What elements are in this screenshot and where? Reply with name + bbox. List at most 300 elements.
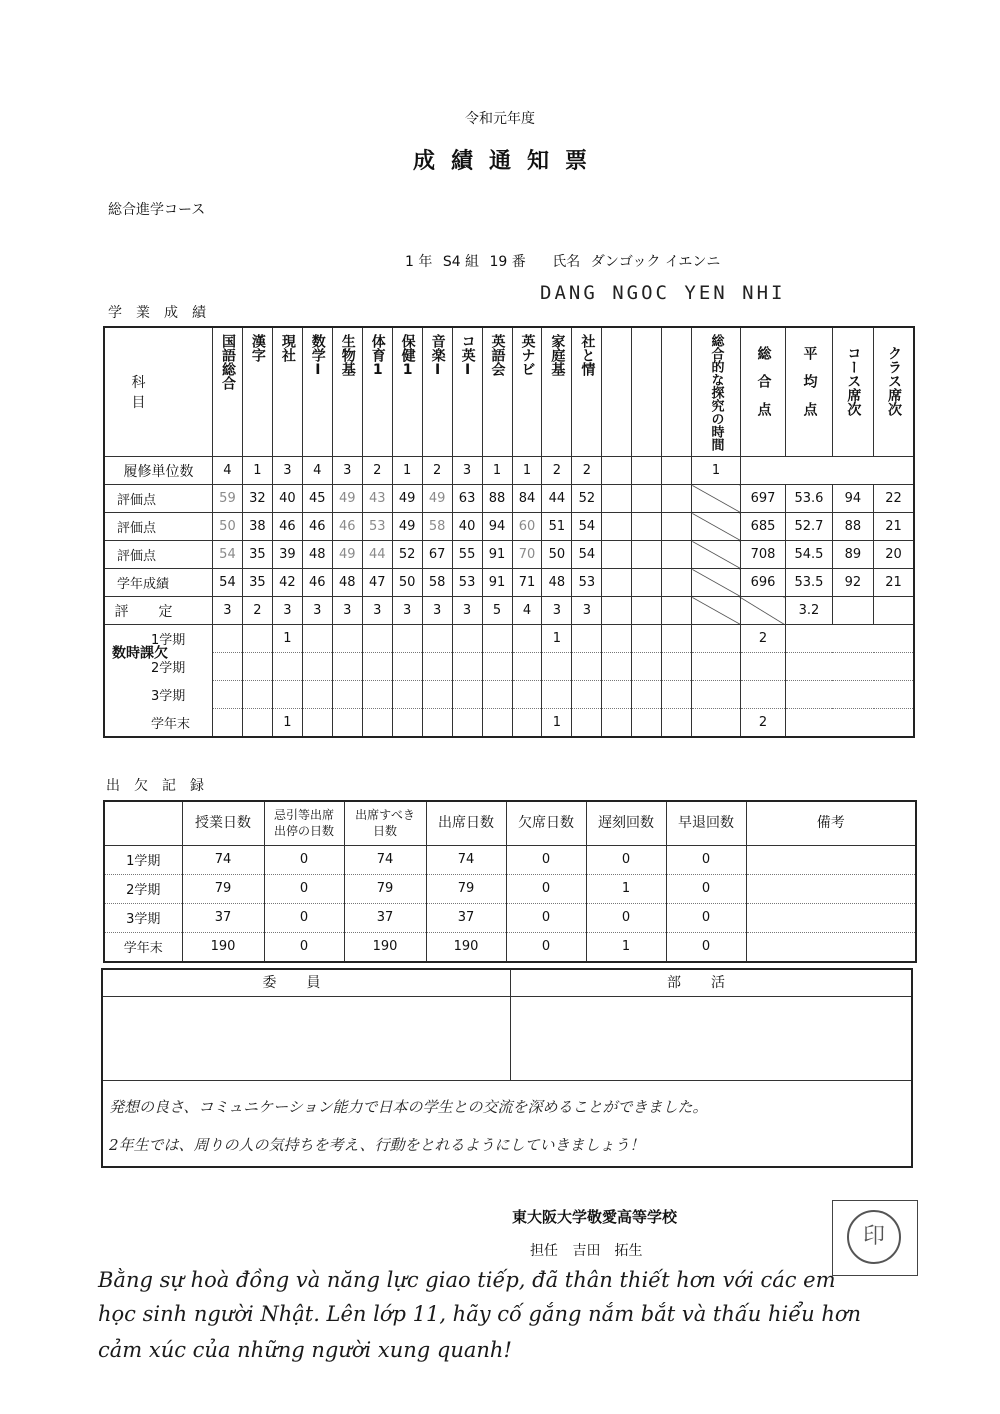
number-label: 19 番: [489, 254, 526, 270]
subject-header: [242, 327, 272, 457]
score-cell: 91: [482, 569, 512, 597]
class-rank-header-text: クラス席次: [886, 346, 902, 416]
absence-term-label: 学年末: [151, 716, 191, 732]
attendance-header: [264, 801, 344, 845]
absence-cell: [212, 625, 242, 653]
absence-cell: [572, 625, 602, 653]
score-cell: 49: [392, 485, 422, 513]
teacher-comment-line-2: 2年生では、周りの人の気持ちを考え、行動をとれるようにしていきましょう！: [109, 1136, 645, 1154]
grades-table: [103, 326, 915, 738]
absence-cell: [632, 653, 662, 681]
rating-cell: [632, 597, 662, 625]
attendance-cell: 0: [586, 903, 666, 932]
attendance-cell: 37: [182, 903, 264, 932]
remarks-divider: [510, 970, 511, 1080]
absence-cell: [362, 653, 392, 681]
rating-cell: [602, 597, 632, 625]
term-label: 3学期: [104, 903, 182, 932]
attendance-cell: 79: [344, 874, 426, 903]
score-cell: 59: [212, 485, 242, 513]
absence-cell: [212, 709, 242, 737]
average-cell: 53.5: [786, 569, 832, 597]
empty-cell: [786, 625, 914, 653]
score-cell: 49: [392, 513, 422, 541]
absence-cell: [542, 681, 572, 709]
attendance-cell: 37: [344, 903, 426, 932]
total-cell: 685: [740, 513, 785, 541]
score-cell: 53: [452, 569, 482, 597]
average-cell: 54.5: [786, 541, 832, 569]
absence-cell: [482, 681, 512, 709]
absence-cell: [662, 653, 692, 681]
attendance-header: [426, 801, 506, 845]
score-cell: [632, 569, 662, 597]
score-cell: 46: [302, 569, 332, 597]
course-rank-header-text: コース席次: [845, 346, 862, 416]
class-rank-header: [874, 327, 914, 457]
absence-cell: [482, 653, 512, 681]
absence-inquiry-cell: [692, 709, 741, 737]
credit-cell: 2: [422, 457, 452, 485]
inquiry-label: 総合的な探究の時間: [708, 334, 724, 451]
attendance-header-text: 授業日数: [195, 815, 251, 832]
empty-cell: [786, 681, 914, 709]
absence-cell: [392, 625, 422, 653]
score-cell: 48: [542, 569, 572, 597]
rating-cell: 4: [512, 597, 542, 625]
remarks-divider: [103, 996, 911, 997]
subject-header: [272, 327, 302, 457]
teacher-comment-line-1: 発想の良さ、コミュニケーション能力で日本の学生との交流を深めることができました。: [109, 1098, 708, 1116]
attendance-header-text: 備考: [816, 815, 845, 832]
attendance-cell: 0: [666, 845, 746, 874]
attendance-cell: 0: [586, 845, 666, 874]
attendance-header: [586, 801, 666, 845]
subject-name: 生物基: [339, 334, 356, 376]
absence-cell: [272, 681, 302, 709]
absence-cell: [662, 681, 692, 709]
score-cell: 40: [452, 513, 482, 541]
subject-header: [212, 327, 242, 457]
absence-cell: [632, 681, 662, 709]
absence-cell: [512, 653, 542, 681]
absence-cell: [362, 709, 392, 737]
absence-cell: [452, 709, 482, 737]
slash-cell: [692, 485, 741, 513]
subject-name: コ英Ⅰ: [459, 334, 476, 378]
absence-cell: 1: [542, 709, 572, 737]
attendance-header-text: 出停の日数: [273, 824, 334, 839]
absence-inquiry-cell: [692, 653, 741, 681]
empty-cell: [786, 709, 914, 737]
subject-header: [392, 327, 422, 457]
score-cell: 50: [212, 513, 242, 541]
absence-cell: [662, 625, 692, 653]
attendance-cell: 190: [344, 932, 426, 962]
absence-term-cell: [104, 709, 212, 737]
absence-cell: [392, 681, 422, 709]
empty-cell: [740, 457, 914, 485]
subject-name: 体育1: [369, 334, 386, 378]
score-cell: [662, 513, 692, 541]
rating-cell: 3: [272, 597, 302, 625]
attendance-header-text: 出席日数: [438, 815, 494, 832]
absence-term-cell: [104, 681, 212, 709]
score-cell: 48: [332, 569, 362, 597]
attendance-header-text: 早退回数: [678, 815, 734, 832]
subject-name: 音楽Ⅰ: [429, 334, 446, 378]
absence-cell: [332, 709, 362, 737]
attendance-cell: 37: [426, 903, 506, 932]
committee-label: 委員: [262, 975, 351, 991]
absence-cell: [452, 681, 482, 709]
subject-header: [362, 327, 392, 457]
empty-cell: [832, 597, 873, 625]
subject-label: 科目: [104, 327, 212, 457]
rating-cell: 3: [362, 597, 392, 625]
empty-cell: [874, 597, 914, 625]
absence-cell: [242, 681, 272, 709]
rating-average-cell: 3.2: [786, 597, 832, 625]
slash-cell: [740, 597, 785, 625]
class-rank-cell: 20: [874, 541, 914, 569]
absence-cell: [512, 709, 542, 737]
rating-cell: 2: [242, 597, 272, 625]
absence-total-cell: [740, 653, 785, 681]
slash-cell: [692, 569, 741, 597]
credit-cell: 3: [332, 457, 362, 485]
grades-header-row: [104, 327, 914, 457]
credit-cell: 3: [272, 457, 302, 485]
subject-header: [542, 327, 572, 457]
absence-row: [104, 681, 914, 709]
absence-cell: [332, 653, 362, 681]
attendance-cell: 79: [182, 874, 264, 903]
average-cell: 52.7: [786, 513, 832, 541]
page-title: 成績通知票: [412, 149, 603, 174]
absence-cell: [602, 681, 632, 709]
absence-term-label: 2学期: [151, 661, 186, 676]
score-cell: 49: [332, 485, 362, 513]
eval-row: [104, 513, 914, 541]
absence-cell: [302, 681, 332, 709]
rating-row: [104, 597, 914, 625]
absence-inquiry-cell: [692, 625, 741, 653]
credit-cell: 2: [572, 457, 602, 485]
eval-row: [104, 485, 914, 513]
subject-header: [632, 327, 662, 457]
score-cell: 44: [542, 485, 572, 513]
grade-label: 1 年: [405, 254, 433, 270]
absence-cell: 1: [272, 625, 302, 653]
attendance-cell: 0: [666, 903, 746, 932]
absence-cell: [572, 681, 602, 709]
score-cell: 46: [272, 513, 302, 541]
student-name-roman: DANG NGOC YEN NHI: [540, 282, 786, 304]
score-cell: 88: [482, 485, 512, 513]
total-header: [740, 327, 785, 457]
inquiry-credit-cell: 1: [692, 457, 741, 485]
credit-cell: [662, 457, 692, 485]
course-rank-cell: 89: [832, 541, 873, 569]
rating-label: 評定: [104, 597, 212, 625]
credit-cell: [602, 457, 632, 485]
course-rank-cell: 88: [832, 513, 873, 541]
score-cell: 54: [212, 569, 242, 597]
score-cell: [662, 569, 692, 597]
attendance-cell: [746, 903, 916, 932]
average-cell: 53.6: [786, 485, 832, 513]
score-cell: 48: [302, 541, 332, 569]
attendance-row: [104, 903, 916, 932]
homeroom-teacher: [530, 1240, 652, 1260]
absence-cell: [632, 625, 662, 653]
score-cell: 84: [512, 485, 542, 513]
attendance-header-row: [104, 801, 916, 845]
absence-cell: [302, 653, 332, 681]
attendance-header-text: 出席すべき: [355, 808, 415, 823]
school-year: 令和元年度: [465, 111, 535, 127]
score-cell: 53: [362, 513, 392, 541]
attendance-cell: [746, 845, 916, 874]
credit-cell: 2: [362, 457, 392, 485]
remarks-divider: [103, 1080, 911, 1081]
absence-cell: [662, 709, 692, 737]
average-header: [786, 327, 832, 457]
absence-cell: [242, 625, 272, 653]
absence-cell: [452, 625, 482, 653]
absence-cell: [422, 681, 452, 709]
score-cell: 60: [512, 513, 542, 541]
total-header-text: 総合点: [755, 346, 772, 430]
attendance-cell: 0: [264, 874, 344, 903]
credit-cell: 4: [212, 457, 242, 485]
attendance-cell: 0: [264, 932, 344, 962]
absence-cell: [512, 625, 542, 653]
attendance-cell: 1: [586, 874, 666, 903]
score-cell: 50: [392, 569, 422, 597]
subject-header: [572, 327, 602, 457]
absence-cell: [452, 653, 482, 681]
course-rank-cell: 94: [832, 485, 873, 513]
score-cell: 40: [272, 485, 302, 513]
score-cell: 47: [362, 569, 392, 597]
attendance-header-text: 忌引等出席: [273, 808, 334, 823]
absence-cell: [332, 681, 362, 709]
score-cell: 46: [302, 513, 332, 541]
absence-cell: [422, 709, 452, 737]
score-cell: 44: [362, 541, 392, 569]
score-cell: 45: [302, 485, 332, 513]
absence-cell: [572, 709, 602, 737]
teacher-title: 担任: [530, 1243, 558, 1259]
attendance-cell: 74: [426, 845, 506, 874]
subject-header: [452, 327, 482, 457]
score-cell: 58: [422, 513, 452, 541]
rating-cell: 3: [452, 597, 482, 625]
absence-term-cell: [104, 653, 212, 681]
score-cell: 39: [272, 541, 302, 569]
translation-line-1: Bằng sự hoà đồng và năng lực giao tiếp, đã thân thiết hơn với các em: [98, 1268, 836, 1292]
score-cell: 54: [572, 541, 602, 569]
attendance-cell: 0: [506, 932, 586, 962]
absence-cell: 1: [272, 709, 302, 737]
club-label: 部活: [667, 975, 755, 991]
score-cell: 32: [242, 485, 272, 513]
score-cell: 43: [362, 485, 392, 513]
credit-cell: 1: [242, 457, 272, 485]
score-cell: [632, 541, 662, 569]
score-cell: [632, 485, 662, 513]
slash-cell: [692, 597, 741, 625]
score-cell: 91: [482, 541, 512, 569]
credit-cell: 1: [392, 457, 422, 485]
score-cell: 49: [332, 541, 362, 569]
absence-total-cell: 2: [740, 709, 785, 737]
absence-cell: [422, 625, 452, 653]
attendance-cell: 0: [506, 874, 586, 903]
absence-cell: [512, 681, 542, 709]
subject-name: 現社: [279, 334, 296, 362]
row-label: 学年成績: [104, 569, 212, 597]
absence-term-label: 3学期: [151, 689, 186, 704]
average-header-text: 平均点: [801, 346, 818, 430]
attendance-cell: 190: [182, 932, 264, 962]
subject-name: 社と情: [579, 334, 596, 376]
rating-cell: 5: [482, 597, 512, 625]
score-cell: 54: [212, 541, 242, 569]
absence-cell: [242, 653, 272, 681]
course-rank-cell: 92: [832, 569, 873, 597]
absence-cell: [542, 653, 572, 681]
attendance-header: [344, 801, 426, 845]
subject-header: [662, 327, 692, 457]
attendance-cell: 74: [182, 845, 264, 874]
score-cell: 54: [572, 513, 602, 541]
school-name: 東大阪大学敬愛高等学校: [512, 1208, 678, 1226]
year-grade-row: [104, 569, 914, 597]
attendance-cell: [746, 932, 916, 962]
attendance-cell: [746, 874, 916, 903]
attendance-cell: 79: [426, 874, 506, 903]
score-cell: 50: [542, 541, 572, 569]
subject-name: 家庭基: [549, 334, 566, 376]
score-cell: [632, 513, 662, 541]
absence-cell: [602, 653, 632, 681]
course-name: 総合進学コース: [108, 202, 206, 218]
attendance-cell: 0: [506, 845, 586, 874]
class-rank-cell: 21: [874, 569, 914, 597]
term-label: 学年末: [104, 932, 182, 962]
absence-cell: 1: [542, 625, 572, 653]
attendance-header: [666, 801, 746, 845]
credit-cell: 1: [512, 457, 542, 485]
slash-cell: [692, 513, 741, 541]
attendance-cell: 0: [666, 932, 746, 962]
class-rank-cell: 21: [874, 513, 914, 541]
absence-cell: [242, 709, 272, 737]
attendance-cell: 0: [506, 903, 586, 932]
rating-cell: 3: [332, 597, 362, 625]
attendance-section-title: 出欠記録: [106, 778, 218, 794]
translation-line-2: học sinh người Nhật. Lên lớp 11, hãy cố gắng nắm bắt và thấu hiểu hơn: [98, 1302, 862, 1326]
absence-term-label: 1学期: [151, 633, 186, 649]
rating-cell: 3: [302, 597, 332, 625]
absence-label: 欠課時数: [110, 645, 168, 659]
total-cell: 708: [740, 541, 785, 569]
subject-header: [512, 327, 542, 457]
credit-cell: 3: [452, 457, 482, 485]
corner-cell: [104, 801, 182, 845]
score-cell: 49: [422, 485, 452, 513]
credit-cell: 2: [542, 457, 572, 485]
attendance-row: [104, 845, 916, 874]
absence-cell: [212, 653, 242, 681]
absence-cell: [362, 625, 392, 653]
teacher-name: 吉田 拓生: [572, 1243, 643, 1259]
course-rank-header: [832, 327, 873, 457]
subject-name: 漢字: [249, 334, 266, 362]
score-cell: 55: [452, 541, 482, 569]
absence-cell: [482, 625, 512, 653]
subject-header: [602, 327, 632, 457]
absence-cell: [422, 653, 452, 681]
absence-cell: [302, 625, 332, 653]
subject-header: [422, 327, 452, 457]
absence-cell: [572, 653, 602, 681]
rating-cell: 3: [422, 597, 452, 625]
rating-cell: 3: [392, 597, 422, 625]
score-cell: 35: [242, 541, 272, 569]
absence-term-cell: [104, 625, 212, 659]
score-cell: 63: [452, 485, 482, 513]
absence-cell: [482, 709, 512, 737]
score-cell: [602, 485, 632, 513]
row-label: 評価点: [104, 541, 212, 569]
absence-cell: [632, 709, 662, 737]
absence-cell: [392, 709, 422, 737]
credits-row: [104, 457, 914, 485]
total-cell: 696: [740, 569, 785, 597]
attendance-cell: 0: [264, 903, 344, 932]
score-cell: [662, 485, 692, 513]
row-label: 評価点: [104, 513, 212, 541]
row-label: 評価点: [104, 485, 212, 513]
score-cell: 70: [512, 541, 542, 569]
absence-total-cell: 2: [740, 625, 785, 653]
attendance-cell: 1: [586, 932, 666, 962]
subject-name: 国語総合: [219, 334, 236, 390]
rating-cell: 3: [212, 597, 242, 625]
term-label: 1学期: [104, 845, 182, 874]
rating-cell: [662, 597, 692, 625]
subject-header: [482, 327, 512, 457]
score-cell: 52: [572, 485, 602, 513]
score-cell: [602, 569, 632, 597]
absence-cell: [602, 709, 632, 737]
subject-name: 保健1: [399, 334, 416, 378]
attendance-row: [104, 932, 916, 962]
subject-header: [302, 327, 332, 457]
credit-cell: 1: [482, 457, 512, 485]
student-name-katakana: ダンゴック イエンニ: [590, 254, 721, 270]
class-label: S4 組: [442, 254, 480, 270]
inquiry-header: [692, 327, 741, 457]
score-cell: 94: [482, 513, 512, 541]
score-cell: 71: [512, 569, 542, 597]
attendance-header: [746, 801, 916, 845]
absence-cell: [272, 653, 302, 681]
